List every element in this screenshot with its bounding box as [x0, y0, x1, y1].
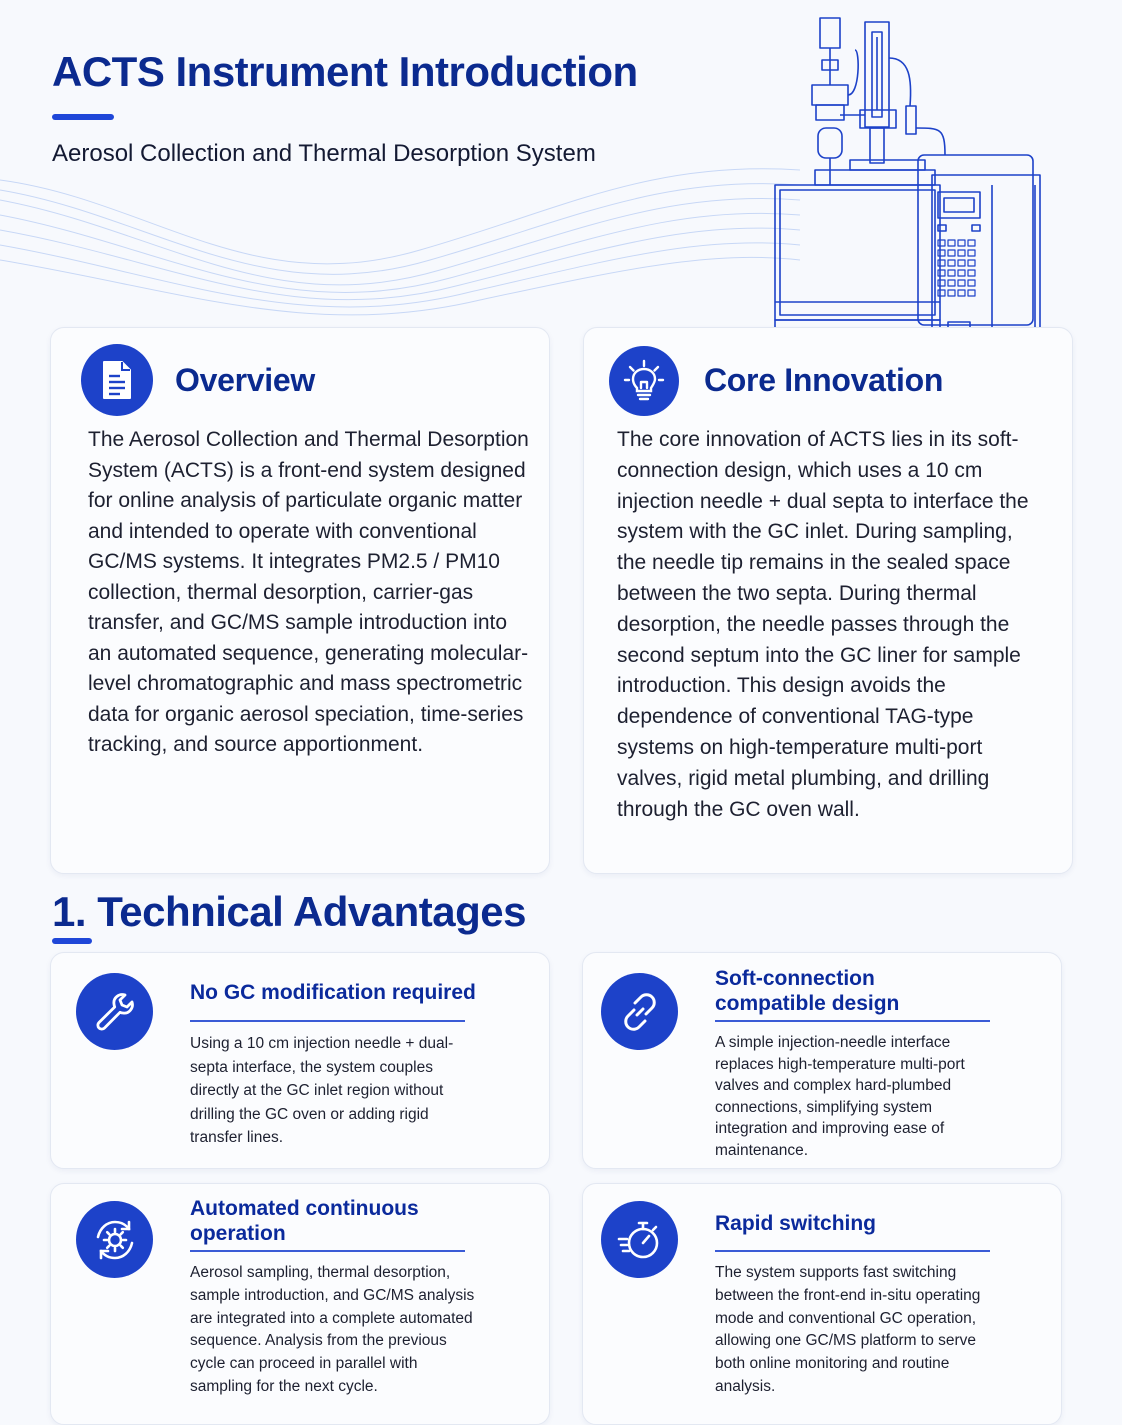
title-underline: [52, 114, 114, 120]
gear-cycle-icon: [90, 1215, 140, 1265]
advantage-title: Rapid switching: [715, 1212, 877, 1235]
advantage-title: Soft-connection compatible design: [715, 967, 900, 1015]
instrument-illustration: [760, 10, 1060, 345]
overview-heading: Overview: [175, 362, 315, 398]
advantage-title: No GC modification required: [190, 981, 476, 1004]
advantage-card: [50, 952, 550, 1169]
overview-body: The Aerosol Collection and Thermal Desorption System (ACTS) is a front-end system designed for online analysis of particulate organic matter and intended to operate with conventional GC/MS systems. It integrates PM2.5 / PM10 collection, thermal desorption, carrier-gas transfer, and GC/MS sample introduction into an automated sequence, generating molecular-level chromatographic and mass spectrometric data for organic aerosol speciation, time-series tracking, and source apportionment.: [88, 428, 529, 756]
advantage-body: The system supports fast switching between the front-end in-situ operating mode and conventional GC operation, allowing one GC/MS platform to serve both online monitoring and routine analysis.: [715, 1264, 981, 1395]
document-icon: [98, 359, 136, 401]
section-title: 1. Technical Advantages: [52, 888, 527, 935]
link-icon: [617, 989, 663, 1035]
core-innovation-card: [583, 327, 1073, 874]
advantage-card: [582, 952, 1062, 1169]
advantage-body: A simple injection-needle interface replaces high-temperature multi-port valves and complex hard-plumbed connections, simplifying system integration and improving ease of maintenance.: [715, 1034, 965, 1159]
advantage-card: [50, 1183, 550, 1425]
page-title: ACTS Instrument Introduction: [52, 48, 638, 95]
advantage-divider: [715, 1020, 990, 1022]
advantage-card: [582, 1183, 1062, 1425]
wrench-icon: [92, 989, 138, 1035]
overview-icon-badge: [81, 344, 153, 416]
advantage-divider: [190, 1250, 465, 1252]
lightbulb-icon: [621, 358, 667, 404]
section-underline: [52, 938, 92, 944]
advantage-icon-badge: [76, 973, 153, 1050]
page-subtitle: Aerosol Collection and Thermal Desorption System: [52, 140, 596, 167]
advantage-icon-badge: [601, 1201, 678, 1278]
overview-card: [50, 327, 550, 874]
advantage-body: Using a 10 cm injection needle + dual-septa interface, the system couples directly at the GC inlet region without drilling the GC oven or adding rigid transfer lines.: [190, 1035, 454, 1146]
advantage-body: Aerosol sampling, thermal desorption, sample introduction, and GC/MS analysis are integrated into a complete automated sequence. Analysis from the previous cycle can proceed in parallel with sampling for the next cycle.: [190, 1264, 475, 1395]
core-innovation-heading: Core Innovation: [704, 362, 944, 398]
advantage-title: Automated continuous operation: [190, 1197, 419, 1245]
stopwatch-icon: [615, 1215, 665, 1265]
core-innovation-icon-badge: [609, 346, 679, 416]
advantage-divider: [715, 1250, 990, 1252]
advantage-icon-badge: [76, 1201, 153, 1278]
advantage-icon-badge: [601, 973, 678, 1050]
core-innovation-body: The core innovation of ACTS lies in its soft-connection design, which uses a 10 cm injection needle + dual septa to interface the system with the GC inlet. During sampling, the needle tip remains in the sealed space between the two septa. During thermal desorption, the needle passes through the second septum into the GC liner for sample introduction. This design avoids the dependence of conventional TAG-type systems on high-temperature multi-port valves, rigid metal plumbing, and drilling through the GC oven wall.: [617, 428, 1029, 821]
advantage-divider: [190, 1020, 465, 1022]
